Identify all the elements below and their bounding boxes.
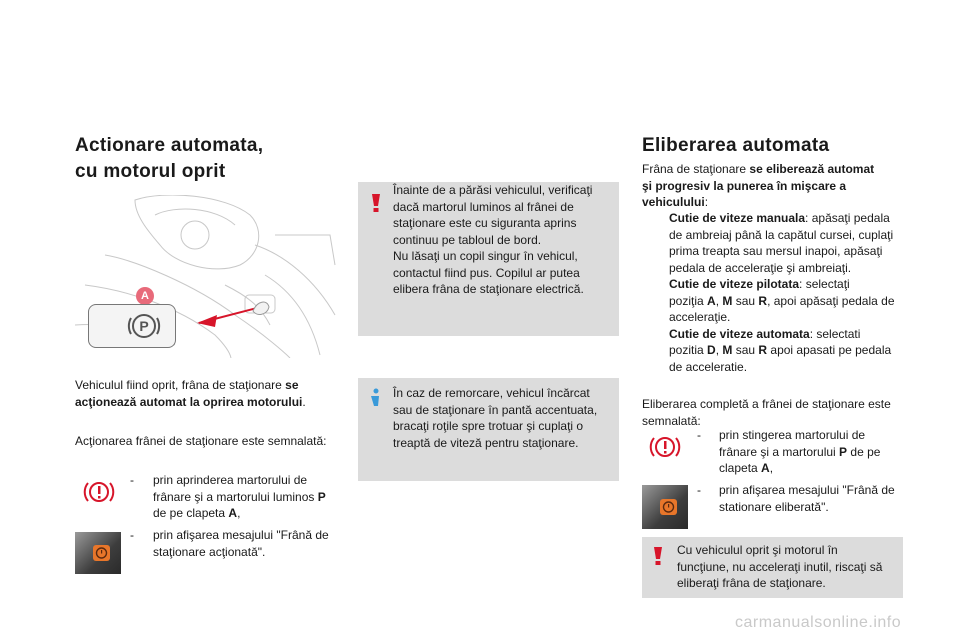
svg-text:P: P (139, 318, 149, 334)
left-para1: Vehiculul fiind oprit, frâna de staţionare se acţionează automat la oprirea motorului. (75, 378, 306, 409)
right-intro: Frâna de staţionare se eliberează automat şi progresiv la punerea în mişcare a vehiculului: (642, 162, 875, 209)
right-title: Eliberarea automata (642, 135, 830, 156)
right-item2-dash: - (697, 483, 701, 497)
callout-a: A (136, 287, 154, 305)
left-title-line2: cu motorul oprit (75, 161, 226, 182)
bullet-manual: Cutie de viteze manuala: apăsaţi pedala de ambreiaj până la capătul cursei, cuplaţi prima treapta sau mersul inapoi, apăsaţi pedala de acceleraţie şi ambreiaţi. (669, 211, 894, 275)
p-switch-panel (88, 304, 176, 348)
right-item2-text: prin afişarea mesajului "Frână de stationare eliberată". (719, 483, 895, 514)
right-item1-text: prin stingerea martorului de frânare şi a martorului P de pe clapeta A, (719, 428, 881, 475)
right-item1-dash: - (697, 428, 701, 442)
info-text: În caz de remorcare, vehicul încărcat sau de staţionare în pantă accentuata, bracaţi roţile spre trotuar şi cuplaţi o treaptă de viteză pentru staţionare. (393, 386, 598, 450)
left-title-line1: Actionare automata, (75, 135, 264, 156)
right-bullets (642, 210, 912, 375)
bullet-piloted: Cutie de viteze pilotata: selectaţi poziţia A, M sau R, apoi apăsaţi pedala de acceleraţie. (669, 277, 895, 324)
info-icon (368, 388, 384, 408)
right-full-release: Eliberarea completă a frânei de staţionare este semnalată: (642, 397, 891, 428)
left-item2-dash: - (130, 528, 134, 542)
right-warning-box (642, 537, 903, 598)
warning-icon (369, 193, 383, 213)
brake-warning-icon-right (648, 434, 682, 465)
left-para2: Acţionarea frânei de staţionare este semnalată: (75, 434, 327, 448)
left-item1-dash: - (130, 473, 134, 487)
message-display-image (75, 532, 121, 574)
brake-warning-icon (82, 479, 116, 510)
warning-text: Înainte de a părăsi vehiculul, verificaţi dacă martorul luminos al frânei de staţionare este cu siguranta aprins continuu pe tabloul de bord. Nu lăsaţi un copil singur în vehicul, contactul fiind pus. Copilul ar putea elibera frâna de staţionare electrică. (393, 183, 593, 296)
footer-watermark[interactable]: carmanualsonline.info (735, 614, 902, 631)
right-warning-text: Cu vehiculul oprit şi motorul în funcţiune, nu acceleraţi inutil, riscaţi să eliberaţi frâna de staţionare. (677, 543, 883, 590)
bullet-automatic: Cutie de viteze automata: selectati pozitia D, M sau R apoi apasati pe pedala de acceleratie. (669, 326, 892, 374)
info-box (358, 378, 619, 481)
warning-icon (651, 546, 665, 566)
left-item1-text: prin aprinderea martorului de frânare şi a martorului luminos P de pe clapeta A, (153, 473, 326, 520)
left-item2-text: prin afişarea mesajului "Frână de staţionare acţionată". (153, 528, 329, 559)
warning-box (358, 182, 619, 336)
message-display-image-right (642, 485, 688, 529)
